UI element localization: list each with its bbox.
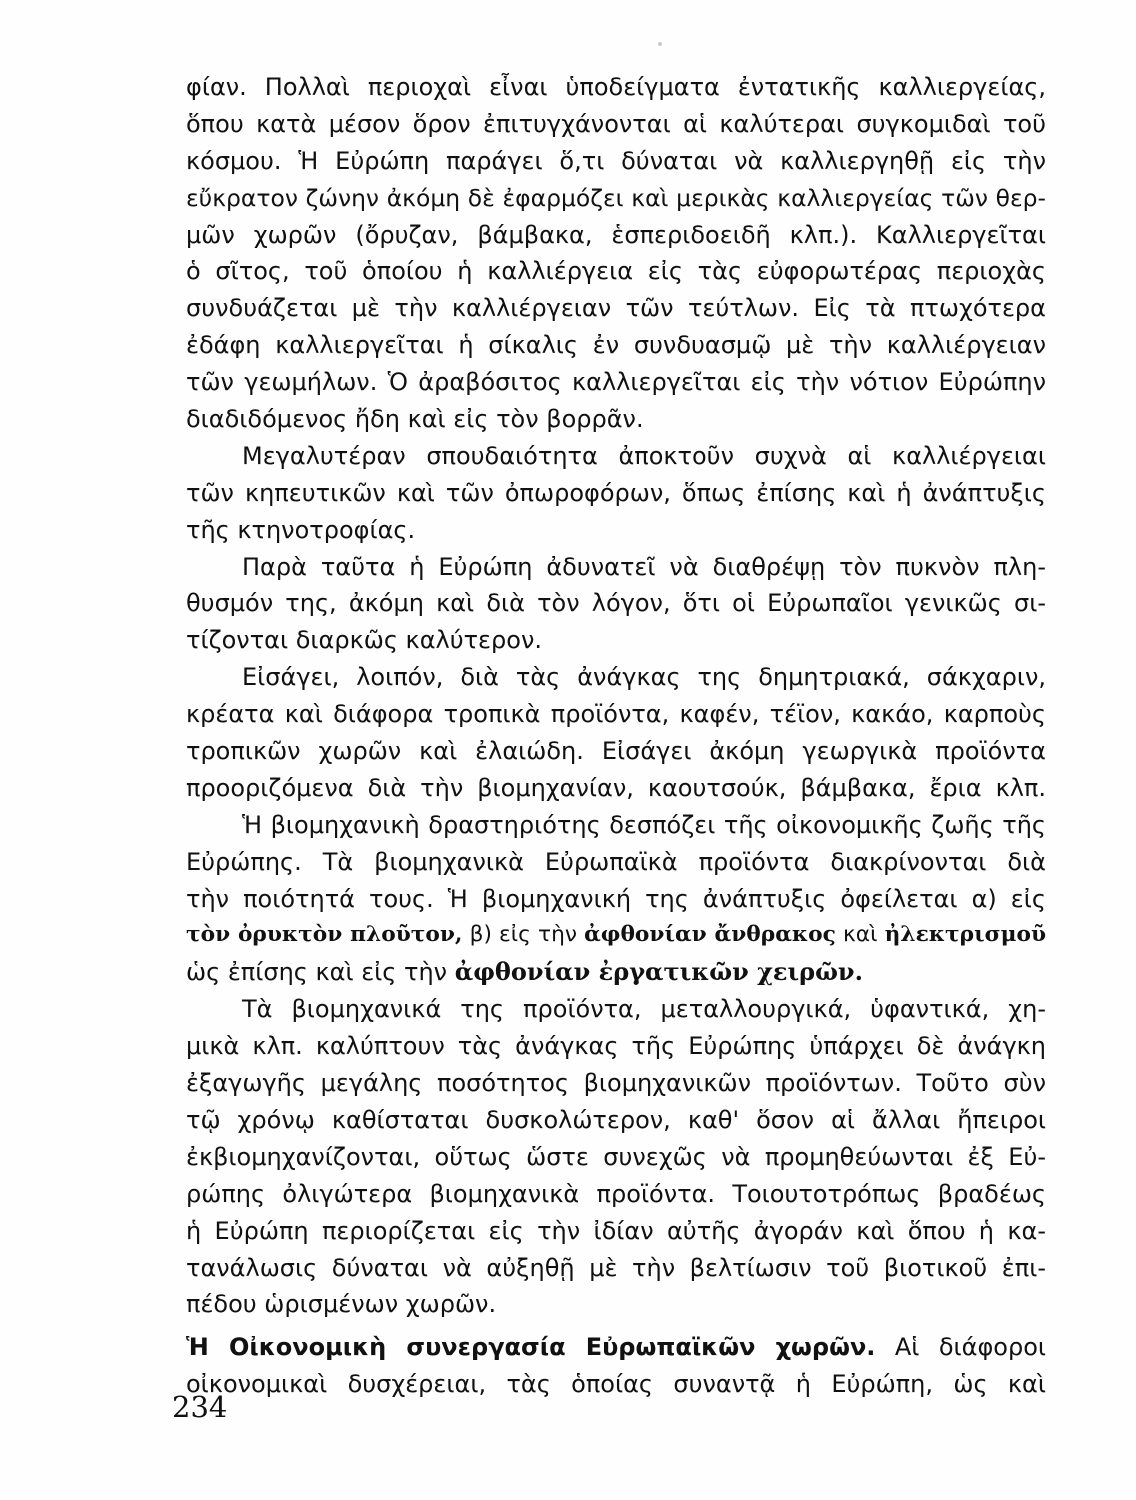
section-heading: Ἡ Οἰκονομικὴ συνεργασία Εὐρωπαϊκῶν χωρῶν. (186, 1333, 876, 1362)
page-number: 234 (172, 1390, 228, 1424)
text-line-with-bold (186, 917, 1046, 954)
text-line: ρώπης ὀλιγώτερα βιομηχανικὰ προϊόντα. Τοιουτοτρόπως βραδέως (186, 1179, 1046, 1208)
bold-phrase: τὸν ὀρυκτὸν πλοῦτον, (186, 922, 463, 948)
text-line: ὁ σῖτος, τοῦ ὁποίου ἡ καλλιέργεια εἰς τὰς εὐφορωτέρας περιοχὰς (186, 257, 1046, 286)
paragraph-start-line: Τὰ βιομηχανικά της προϊόντα, μεταλλουργικά, ὑφαντικά, χη- (242, 995, 1046, 1024)
text-line: ἡ Εὐρώπη περιορίζεται εἰς τὴν ἰδίαν αὐτῆς ἀγοράν καὶ ὅπου ἡ κα- (186, 1216, 1046, 1245)
text-line: τανάλωσις δύναται νὰ αὐξηθῇ μὲ τὴν βελτίωσιν τοῦ βιοτικοῦ ἐπι- (186, 1253, 1046, 1282)
text-run: β) εἰς τὴν (462, 922, 585, 948)
text-line: μικὰ κλπ. καλύπτουν τὰς ἀνάγκας τῆς Εὐρώπης ὑπάρχει δὲ ἀνάγκη (186, 1032, 1046, 1061)
text-line: τῶν γεωμήλων. Ὁ ἀραβόσιτος καλλιεργεῖται εἰς τὴν νότιον Εὐρώπην (186, 368, 1046, 397)
paragraph-start-line: Ἡ βιομηχανικὴ δραστηριότης δεσπόζει τῆς οἰκονομικῆς ζωῆς τῆς (242, 810, 1046, 839)
text-line: ὅπου κατὰ μέσον ὅρον ἐπιτυγχάνονται αἱ καλύτεραι συγκομιδαὶ τοῦ (186, 109, 1046, 138)
text-line: πέδου ὡρισμένων χωρῶν. (186, 1290, 497, 1319)
text-line: τῶν κηπευτικῶν καὶ τῶν ὀπωροφόρων, ὅπως ἐπίσης καὶ ἡ ἀνάπτυξις (186, 478, 1046, 507)
text-line: εὔκρατον ζώνην ἀκόμη δὲ ἐφαρμόζει καὶ μερικὰς καλλιεργείας τῶν θερ- (186, 183, 1046, 212)
text-line: Εὐρώπης. Τὰ βιομηχανικὰ Εὐρωπαϊκὰ προϊόντα διακρίνονται διὰ (186, 847, 1046, 876)
bold-phrase: ἀφθονίαν ἄνθρακος (584, 922, 836, 948)
text-line: οἰκονομικαὶ δυσχέρειαι, τὰς ὁποίας συναντᾷ ἡ Εὐρώπη, ὡς καὶ (186, 1370, 1046, 1399)
body-text (186, 69, 1046, 1403)
text-line: τίζονται διαρκῶς καλύτερον. (186, 626, 542, 655)
paper-speck (658, 42, 662, 46)
text-run: ὡς ἐπίσης καὶ εἰς τὴν (186, 958, 455, 987)
text-line: τῆς κτηνοτροφίας. (186, 515, 416, 544)
bold-phrase: ἀφθονίαν ἐργατικῶν χειρῶν. (454, 957, 863, 987)
text-run: Αἱ διάφοροι (875, 1333, 1047, 1362)
text-line: τὴν ποιότητά τους. Ἡ βιομηχανική της ἀνάπτυξις ὀφείλεται α) εἰς (186, 884, 1046, 913)
text-line: ἐδάφη καλλιεργεῖται ἡ σίκαλις ἐν συνδυασμῷ μὲ τὴν καλλιέργειαν (186, 331, 1046, 360)
text-line: ἐξαγωγῆς μεγάλης ποσότητος βιομηχανικῶν προϊόντων. Τοῦτο σὺν (186, 1069, 1046, 1098)
bold-phrase: ἠλεκτρισμοῦ (884, 922, 1047, 948)
text-line: προοριζόμενα διὰ τὴν βιομηχανίαν, καουτσούκ, βάμβακα, ἔρια κλπ. (186, 773, 1046, 802)
text-line: φίαν. Πολλαὶ περιοχαὶ εἶναι ὑποδείγματα ἐντατικῆς καλλιεργείας, (186, 73, 1046, 101)
text-line: τῷ χρόνῳ καθίσταται δυσκολώτερον, καθ' ὅσον αἱ ἄλλαι ἤπειροι (186, 1105, 1046, 1134)
text-line: τροπικῶν χωρῶν καὶ ἐλαιώδη. Εἰσάγει ἀκόμη γεωργικὰ προϊόντα (186, 737, 1046, 766)
text-line: ἐκβιομηχανίζονται, οὕτως ὥστε συνεχῶς νὰ προμηθεύωνται ἐξ Εὐ- (186, 1142, 1046, 1171)
text-line: μῶν χωρῶν (ὄρυζαν, βάμβακα, ἑσπεριδοειδῆ κλπ.). Καλλιεργεῖται (186, 220, 1046, 249)
section-heading-line (186, 1329, 1046, 1366)
text-line: κρέατα καὶ διάφορα τροπικὰ προϊόντα, καφέν, τέϊον, κακάο, καρποὺς (186, 700, 1046, 729)
text-line-with-bold (186, 954, 1046, 991)
text-line: θυσμόν της, ἀκόμη καὶ διὰ τὸν λόγον, ὅτι οἱ Εὐρωπαῖοι γενικῶς σι- (186, 589, 1046, 618)
text-line: συνδυάζεται μὲ τὴν καλλιέργειαν τῶν τεύτλων. Εἰς τὰ πτωχότερα (186, 294, 1046, 323)
paragraph-start-line: Μεγαλυτέραν σπουδαιότητα ἀποκτοῦν συχνὰ αἱ καλλιέργειαι (242, 441, 1046, 470)
paragraph-start-line: Παρὰ ταῦτα ἡ Εὐρώπη ἀδυνατεῖ νὰ διαθρέψῃ τὸν πυκνὸν πλη- (242, 552, 1046, 581)
text-line: κόσμου. Ἡ Εὐρώπη παράγει ὅ,τι δύναται νὰ καλλιεργηθῇ εἰς τὴν (186, 146, 1046, 175)
text-run: καὶ (835, 922, 885, 948)
text-line: διαδιδόμενος ἤδη καὶ εἰς τὸν βορρᾶν. (186, 405, 644, 434)
paragraph-start-line: Εἰσάγει, λοιπόν, διὰ τὰς ἀνάγκας της δημητριακά, σάκχαριν, (242, 663, 1046, 692)
